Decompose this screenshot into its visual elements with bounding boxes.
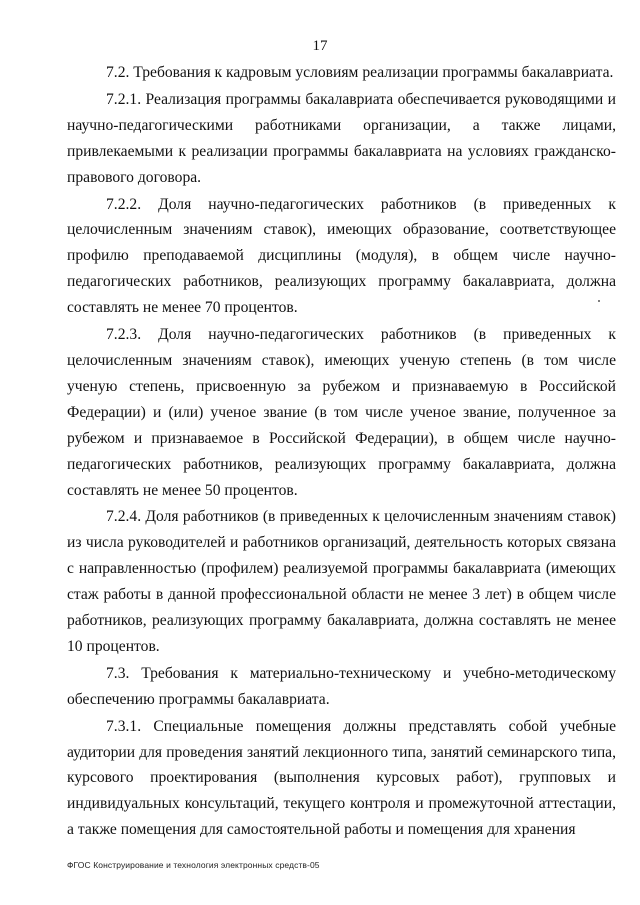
paragraph-7-2-1: 7.2.1. Реализация программы бакалавриата обеспечивается руководящими и научно-педагогическими работниками организации, а также лицами, привлекаемыми к реализации программы бакалавриата на условиях гражданско-правового договора. <box>67 90 616 186</box>
paragraph-7-2-2: 7.2.2. Доля научно-педагогических работников (в приведенных к целочисленным значениям ставок), имеющих образование, соответствующее профилю преподаваемой дисциплины (модуля), в общем числе научно-педагогических работников, реализующих программу бакалавриата, должна составлять не менее 70 процентов. <box>67 195 616 317</box>
page-number: 17 <box>312 38 328 54</box>
page-footer: ФГОС Конструирование и технология электронных средств-05 <box>67 860 320 870</box>
scan-speck <box>598 300 600 302</box>
paragraph-7-2: 7.2. Требования к кадровым условиям реализации программы бакалавриата. <box>106 64 614 81</box>
paragraph-7-2-4: 7.2.4. Доля работников (в приведенных к целочисленным значениям ставок) из числа руководителей и работников организаций, деятельность которых связана с направленностью (профилем) реализуемой программы бакалавриата (имеющих стаж работы в данной профессиональной области не менее 3 лет) в общем числе работников, реализующих программу бакалавриата, должна составлять не менее 10 процентов. <box>67 508 616 655</box>
document-body <box>67 60 616 843</box>
paragraph-7-3-1: 7.3.1. Специальные помещения должны представлять собой учебные аудитории для проведения занятий лекционного типа, занятий семинарского типа, курсового проектирования (выполнения курсовых работ), групповых и индивидуальных консультаций, текущего контроля и промежуточной аттестации, а также помещения для самостоятельной работы и помещения для хранения <box>67 717 616 839</box>
paragraph-7-3: 7.3. Требования к материально-техническому и учебно-методическому обеспечению программы бакалавриата. <box>67 664 616 708</box>
paragraph-7-2-3: 7.2.3. Доля научно-педагогических работников (в приведенных к целочисленным значениям ставок), имеющих ученую степень (в том числе ученую степень, присвоенную за рубежом и признаваемую в Российской Федерации) и (или) ученое звание (в том числе ученое звание, полученное за рубежом и признаваемое в Российской Федерации), в общем числе научно-педагогических работников, реализующих программу бакалавриата, должна составлять не менее 50 процентов. <box>67 326 616 499</box>
